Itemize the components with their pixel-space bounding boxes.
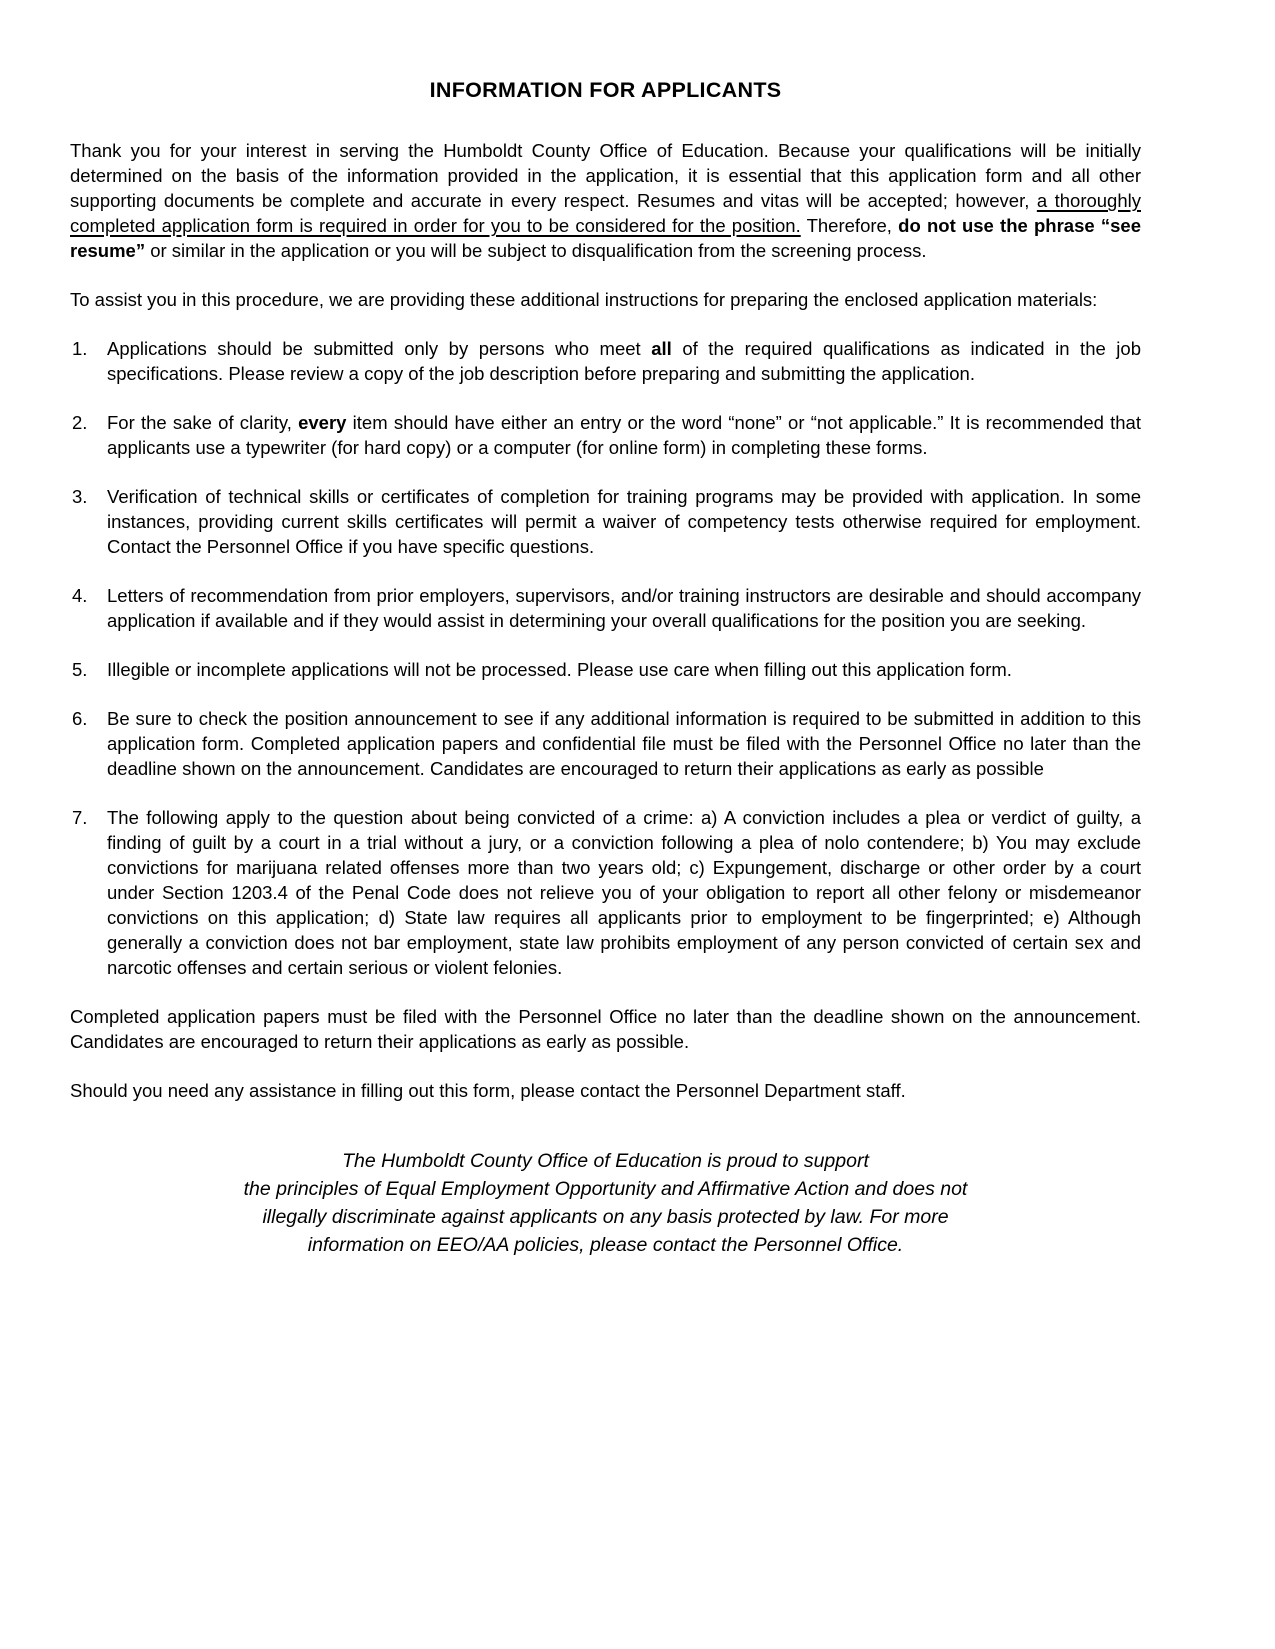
item-2-text-bold: every: [298, 412, 347, 433]
instructions-list: [70, 336, 1141, 980]
item-6-number: 6.: [72, 708, 88, 729]
item-5-number: 5.: [72, 659, 88, 680]
deadline-paragraph: Completed application papers must be filed with the Personnel Office no later than the deadline shown on the announcement. Candidates are encouraged to return their applications as early as possible.: [70, 1006, 1141, 1052]
eeo-statement-line-4: information on EEO/AA policies, please contact the Personnel Office.: [307, 1234, 904, 1256]
instruction-item-7: [70, 805, 1141, 980]
item-1-text-bold: all: [651, 338, 672, 359]
instruction-item-6: [70, 706, 1141, 781]
item-4-text: Letters of recommendation from prior employers, supervisors, and/or training instructors are desirable and should accompany application if available and if they would assist in determining your overall qualifications for the position you are seeking.: [107, 585, 1141, 631]
item-2-text: [107, 412, 1141, 458]
assistance-paragraph: Should you need any assistance in filling out this form, please contact the Personnel Department staff.: [70, 1080, 906, 1101]
intro-underlined-clause: a thoroughly completed application form is required in order for you to be considered for the position.: [70, 190, 1141, 236]
eeo-statement: [70, 1147, 1141, 1259]
item-2-text-pre: For the sake of clarity,: [107, 412, 299, 433]
eeo-statement-line-1: The Humboldt County Office of Education is proud to support: [342, 1150, 869, 1172]
instruction-item-2: [70, 410, 1141, 460]
item-2-text-post: item should have either an entry or the word “none” or “not applicable.” It is recommended that applicants use a typewriter (for hard copy) or a computer (for online form) in completing these forms.: [107, 412, 1141, 458]
item-1-text: [107, 338, 1141, 384]
item-6-text: Be sure to check the position announcement to see if any additional information is required to be submitted in addition to this application form. Completed application papers and confidential file must be filed with the Personnel Office no later than the deadline shown on the announcement. Candidates are encouraged to return their applications as early as possible: [107, 708, 1141, 779]
instruction-item-4: [70, 583, 1141, 633]
item-7-text: The following apply to the question about being convicted of a crime: a) A conviction includes a plea or verdict of guilty, a finding of guilt by a court in a trial without a jury, or a conviction following a plea of nolo contendere; b) You may exclude convictions for marijuana related offenses more than two years old; c) Expungement, discharge or other order by a court under Section 1203.4 of the Penal Code does not relieve you of your obligation to report all other felony or misdemeanor convictions on this application; d) State law requires all applicants prior to employment to be fingerprinted; e) Although generally a conviction does not bar employment, state law prohibits employment of any person convicted of certain sex and narcotic offenses and certain serious or violent felonies.: [107, 807, 1141, 978]
eeo-statement-line-3: illegally discriminate against applicants on any basis protected by law. For more: [262, 1206, 949, 1228]
item-3-number: 3.: [72, 486, 88, 507]
intro-paragraph: [70, 138, 1141, 263]
item-7-number: 7.: [72, 807, 88, 828]
item-4-number: 4.: [72, 585, 88, 606]
item-1-text-pre: Applications should be submitted only by persons who meet: [107, 338, 652, 359]
intro-text-3: or similar in the application or you will be subject to disqualification from the screening process.: [145, 240, 927, 261]
item-1-text-post: of the required qualifications as indicated in the job specifications. Please review a copy of the job description before preparing and submitting the application.: [107, 338, 1141, 384]
page-title: INFORMATION FOR APPLICANTS: [429, 78, 782, 102]
item-3-text: Verification of technical skills or certificates of completion for training programs may be provided with application. In some instances, providing current skills certificates will permit a waiver of competency tests otherwise required for employment. Contact the Personnel Office if you have specific questions.: [107, 486, 1141, 557]
item-2-number: 2.: [72, 412, 88, 433]
instruction-item-3: [70, 484, 1141, 559]
assist-paragraph: To assist you in this procedure, we are providing these additional instructions for preparing the enclosed application materials:: [70, 289, 1098, 310]
item-1-number: 1.: [72, 338, 88, 359]
intro-text-1: Thank you for your interest in serving the Humboldt County Office of Education. Because your qualifications will be initially determined on the basis of the information provided in the application, it is essential that this application form and all other supporting documents be complete and accurate in every respect. Resumes and vitas will be accepted; however,: [70, 140, 1141, 211]
item-5-text: Illegible or incomplete applications will not be processed. Please use care when filling out this application form.: [107, 659, 1012, 680]
instruction-item-5: [70, 657, 1141, 682]
intro-bold-clause: do not use the phrase “see resume”: [70, 215, 1141, 261]
eeo-statement-line-2: the principles of Equal Employment Opportunity and Affirmative Action and does not: [243, 1178, 968, 1200]
intro-text-2: Therefore,: [800, 215, 899, 236]
instruction-item-1: [70, 336, 1141, 386]
